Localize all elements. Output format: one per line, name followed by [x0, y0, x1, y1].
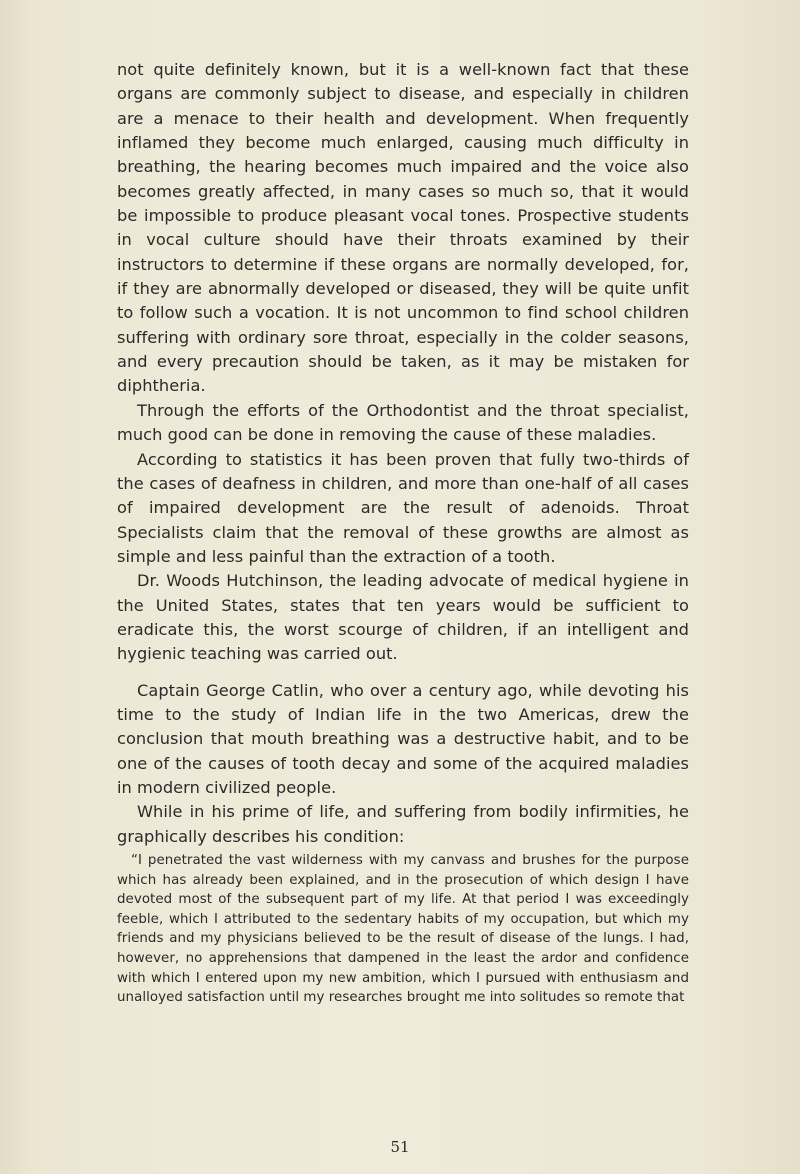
paragraph-orthodontist: Through the efforts of the Orthodontist and the throat specialist, much good can be done in removing the cause of these maladies.	[117, 400, 689, 445]
page-number: 51	[390, 1138, 410, 1156]
paragraph-hutchinson: Dr. Woods Hutchinson, the leading advocate of medical hygiene in the United States, states that ten years would be sufficient to eradicate this, the worst scourge of children, if an intelligent and hygienic teaching was carried out.	[117, 571, 689, 664]
paragraph-continued: not quite definitely known, but it is a well-known fact that these organs are commonly subject to disease, and especially in children are a menace to their health and development. When frequently inflamed they become much enlarged, causing much difficulty in breathing, the hearing becomes much impaired and the voice also becomes greatly affected, in many cases so much so, that it would be impossible to produce pleasant vocal tones. Prospective students in vocal culture should have their throats examined by their instructors to determine if these organs are normally developed, for, if they are abnormally developed or diseased, they will be quite unfit to follow such a vocation. It is not uncommon to find school children suffering with ordinary sore throat, especially in the colder seasons, and every precaution should be taken, as it may be mistaken for diphtheria.	[117, 60, 689, 396]
paragraph-statistics: According to statistics it has been proven that fully two-thirds of the cases of deafness in children, and more than one-half of all cases of impaired development are the result of adenoids. Throat Specialists claim that the removal of these growths are almost as simple and less painful than the extraction of a tooth.	[117, 449, 689, 566]
paragraph-catlin: Captain George Catlin, who over a century ago, while devoting his time to the study of Indian life in the two Americas, drew the conclusion that mouth breathing was a destructive habit, and to be one of the causes of tooth decay and some of the acquired maladies in modern civilized people.	[117, 680, 689, 797]
paragraph-condition: While in his prime of life, and suffering from bodily infirmities, he graphically describes his condition:	[117, 802, 689, 846]
block-quote: “I penetrated the vast wilderness with my canvass and brushes for the purpose which has already been explained, and in the prosecution of which design I have devoted most of the subsequent part of my life. At that period I was exceedingly feeble, which I attributed to the sedentary habits of my occupation, but which my friends and my physicians believed to be the result of disease of the lungs. I had, however, no apprehensions that dampened in the least the ardor and confidence with which I entered upon my new ambition, which I pursued with enthusiasm and unalloyed satisfaction until my researches brought me into solitudes so remote that	[117, 853, 689, 1006]
page-body	[117, 58, 689, 1008]
